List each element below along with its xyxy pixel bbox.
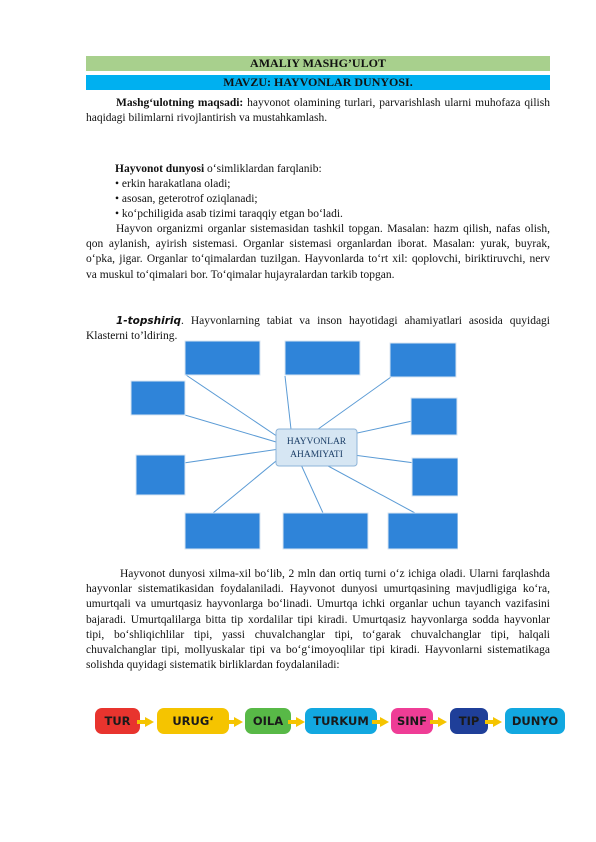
- arrow-icon: [234, 717, 243, 727]
- page-title: AMALIY MASHG’ULOT: [86, 56, 550, 71]
- answer-box[interactable]: [131, 381, 185, 415]
- classification-paragraph: Hayvonot dunyosi xilma-xil bo‘lib, 2 mln dan ortiq turni o‘z ichiga oladi. Ularni farqlashda hayvonlar sistematikasidan foydalaniladi. Hayvonot dunyosi umurtqasining mavjudligiga ko‘ra, umurtqali va umurtqasiz hayvonlarga bo‘linadi. Umurtqa ichki organlar uchun tayanch vazifasini bajaradi. Umurtqalilarga bitta tip xordalilar tipi kiradi. Umurtqasiz hayvonlarga sodda hayvonlar tipi, bo‘shliqichlilar tipi, yassi chuvalchanglar tipi, to‘garak chuvalchanglar tipi, halqali chuvalchanglar tipi, mollyuskalar tipi va bo‘g‘imoyoqlilar tipi kiradi. Hayvonlarni sistematikaga solishda quyidagi sistematik birliklardan foydalaniladi:: [86, 568, 550, 672]
- intro-line: [115, 162, 322, 177]
- answer-box[interactable]: [136, 455, 185, 495]
- task-label: 1-topshiriq: [116, 315, 182, 327]
- arrow-icon: [380, 717, 389, 727]
- answer-box[interactable]: [185, 513, 260, 549]
- arrow-icon: [493, 717, 502, 727]
- answer-box[interactable]: [411, 398, 457, 435]
- bullet-item: • asosan, geterotrof oziqlanadi;: [115, 193, 258, 205]
- answer-box[interactable]: [412, 458, 458, 496]
- goal-paragraph: [86, 96, 550, 126]
- arrow-icon: [438, 717, 447, 727]
- cluster-diagram: [128, 340, 458, 550]
- goal-label: Mashg‘ulotning maqsadi:: [116, 97, 244, 109]
- answer-box[interactable]: [285, 341, 360, 375]
- taxon-chip-tip: TIP: [450, 708, 488, 734]
- taxon-chip-turkum: TURKUM: [305, 708, 377, 734]
- arrow-icon: [145, 717, 154, 727]
- answer-box[interactable]: [283, 513, 368, 549]
- bullet-item: • erkin harakatlana oladi;: [115, 178, 231, 190]
- taxon-chip-oila: OILA: [245, 708, 291, 734]
- answer-box[interactable]: [388, 513, 458, 549]
- goal-text: hayvonot olamining turlari, parvarishlash ularni muhofaza qilish haqidagi bilimlarni rivojlantirish va mustahkamlash.: [86, 97, 550, 125]
- bullet-item: • ko‘pchiligida asab tizimi taraqqiy etgan bo‘ladi.: [115, 208, 343, 220]
- intro-text: o‘simliklardan farqlanib:: [204, 163, 322, 175]
- answer-box[interactable]: [185, 341, 260, 375]
- organs-paragraph: Hayvon organizmi organlar sistemasidan tashkil topgan. Masalan: hazm qilish, nafas olish, qon aylanish, ayirish sistemasi. Organlar sistemasi organlardan iborat. Masalan: yurak, buyrak, o‘pka, jigar. Organlar to‘qimalardan tuzilgan. Hayvonlarda to‘rt xil: qoplovchi, biriktiruvchi, nerv va muskul to‘qimalari bor. To‘qimalar hujayralardan tarkib topgan.: [86, 223, 550, 281]
- taxon-chip-urug: URUG‘: [157, 708, 229, 734]
- taxon-chip-dunyo: DUNYO: [505, 708, 565, 734]
- cluster-center-label: AHAMIYATI: [290, 450, 343, 460]
- cluster-center-box: [276, 429, 357, 466]
- taxon-chip-tur: TUR: [95, 708, 140, 734]
- answer-box[interactable]: [390, 343, 456, 377]
- taxon-chip-sinf: SINF: [391, 708, 433, 734]
- task-text: . Hayvonlarning tabiat va inson hayotidagi ahamiyatlari asosida quyidagi Klasterni to’ldiring.: [86, 315, 550, 343]
- cluster-center-label: HAYVONLAR: [286, 437, 347, 447]
- intro-label: Hayvonot dunyosi: [115, 163, 205, 175]
- arrow-icon: [296, 717, 305, 727]
- topic-banner: MAVZU: HAYVONLAR DUNYOSI.: [86, 75, 550, 90]
